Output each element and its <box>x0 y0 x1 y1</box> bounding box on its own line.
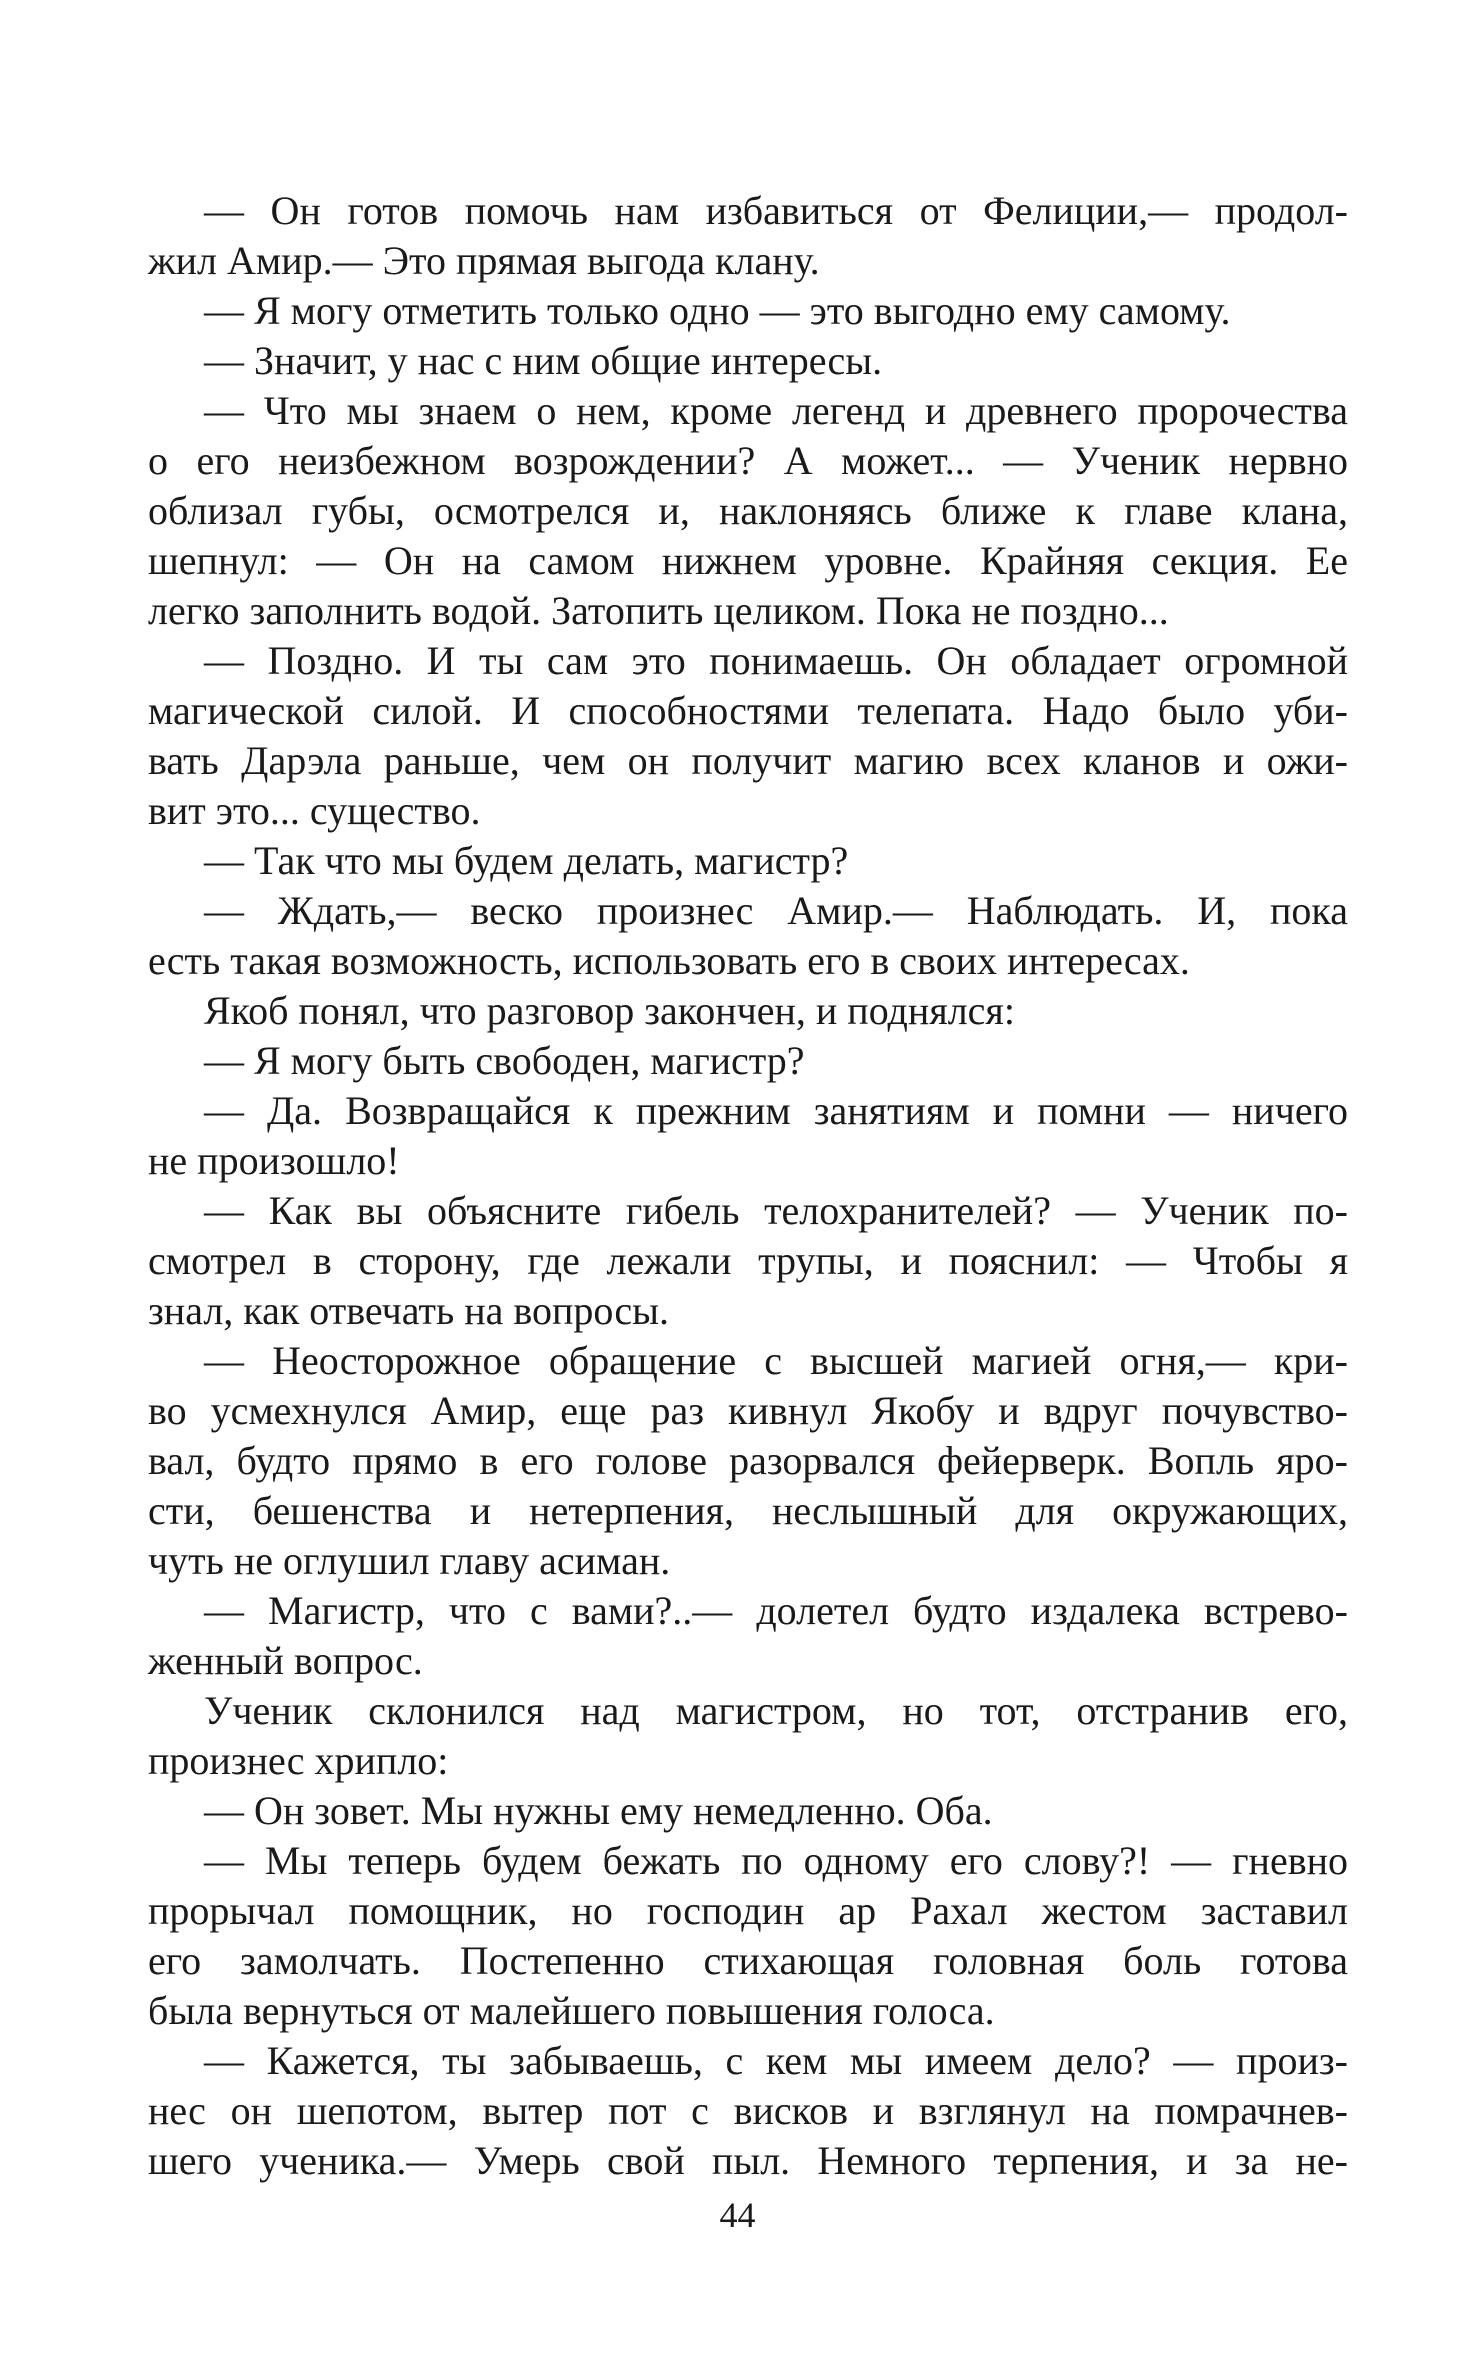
text-line: — Неосторожное обращение с высшей магией огня,— кри- <box>204 1338 1348 1383</box>
text-line: — Значит, у нас с ним общие интересы. <box>204 338 883 383</box>
text-line: — Я могу отметить только одно — это выгодно ему самому. <box>204 288 1231 333</box>
text-line: была вернуться от малейшего повышения голоса. <box>148 1988 995 2033</box>
text-line: магической силой. И способностями телепата. Надо было уби- <box>148 688 1348 733</box>
text-line: — Так что мы будем делать, магистр? <box>204 838 849 883</box>
text-line: Ученик склонился над магистром, но тот, отстранив его, <box>204 1688 1348 1733</box>
page-number: 44 <box>719 2195 756 2235</box>
text-line: — Да. Возвращайся к прежним занятиям и помни — ничего <box>204 1088 1348 1133</box>
text-line: нес он шепотом, вытер пот с висков и взглянул на помрачнев- <box>148 2088 1348 2133</box>
body-text <box>148 186 1348 2186</box>
text-line: облизал губы, осмотрелся и, наклоняясь ближе к главе клана, <box>148 488 1348 533</box>
text-line: его замолчать. Постепенно стихающая головная боль готова <box>148 1938 1348 1983</box>
text-line: во усмехнулся Амир, еще раз кивнул Якобу и вдруг почувство- <box>148 1388 1348 1433</box>
text-line: знал, как отвечать на вопросы. <box>148 1288 670 1333</box>
text-line: — Как вы объясните гибель телохранителей? — Ученик по- <box>204 1188 1348 1233</box>
text-line: чуть не оглушил главу асиман. <box>148 1538 671 1583</box>
text-line: вит это... существо. <box>148 788 481 833</box>
text-line: женный вопрос. <box>148 1638 423 1683</box>
text-line: прорычал помощник, но господин ар Рахал жестом заставил <box>148 1888 1348 1933</box>
text-line: — Он зовет. Мы нужны ему немедленно. Оба. <box>204 1788 993 1833</box>
text-line: — Я могу быть свободен, магистр? <box>204 1038 805 1083</box>
text-line: не произошло! <box>148 1138 400 1183</box>
text-line: жил Амир.— Это прямая выгода клану. <box>148 238 820 283</box>
text-line: сти, бешенства и нетерпения, неслышный для окружающих, <box>148 1488 1348 1533</box>
text-line: — Мы теперь будем бежать по одному его слову?! — гневно <box>204 1838 1348 1883</box>
text-line: — Магистр, что с вами?..— долетел будто издалека встрево- <box>204 1588 1348 1633</box>
text-line: — Он готов помочь нам избавиться от Фелиции,— продол- <box>204 188 1348 233</box>
text-line: — Поздно. И ты сам это понимаешь. Он обладает огромной <box>204 638 1348 683</box>
text-line: произнес хрипло: <box>148 1738 449 1783</box>
text-line: — Что мы знаем о нем, кроме легенд и древнего пророчества <box>204 388 1348 433</box>
text-line: вал, будто прямо в его голове разорвался фейерверк. Вопль яро- <box>148 1438 1348 1483</box>
text-line: о его неизбежном возрождении? А может... — Ученик нервно <box>148 438 1348 483</box>
text-line: смотрел в сторону, где лежали трупы, и пояснил: — Чтобы я <box>148 1238 1348 1283</box>
text-line: шепнул: — Он на самом нижнем уровне. Крайняя секция. Ее <box>148 538 1348 583</box>
text-line: шего ученика.— Умерь свой пыл. Немного терпения, и за не- <box>148 2138 1348 2183</box>
text-line: Якоб понял, что разговор закончен, и поднялся: <box>204 988 1015 1033</box>
text-line: легко заполнить водой. Затопить целиком. Пока не поздно... <box>148 588 1169 633</box>
text-line: есть такая возможность, использовать его в своих интересах. <box>148 938 1190 983</box>
text-line: — Кажется, ты забываешь, с кем мы имеем дело? — произ- <box>204 2038 1348 2083</box>
text-line: вать Дарэла раньше, чем он получит магию всех кланов и ожи- <box>148 738 1348 783</box>
text-line: — Ждать,— веско произнес Амир.— Наблюдать. И, пока <box>204 888 1348 933</box>
